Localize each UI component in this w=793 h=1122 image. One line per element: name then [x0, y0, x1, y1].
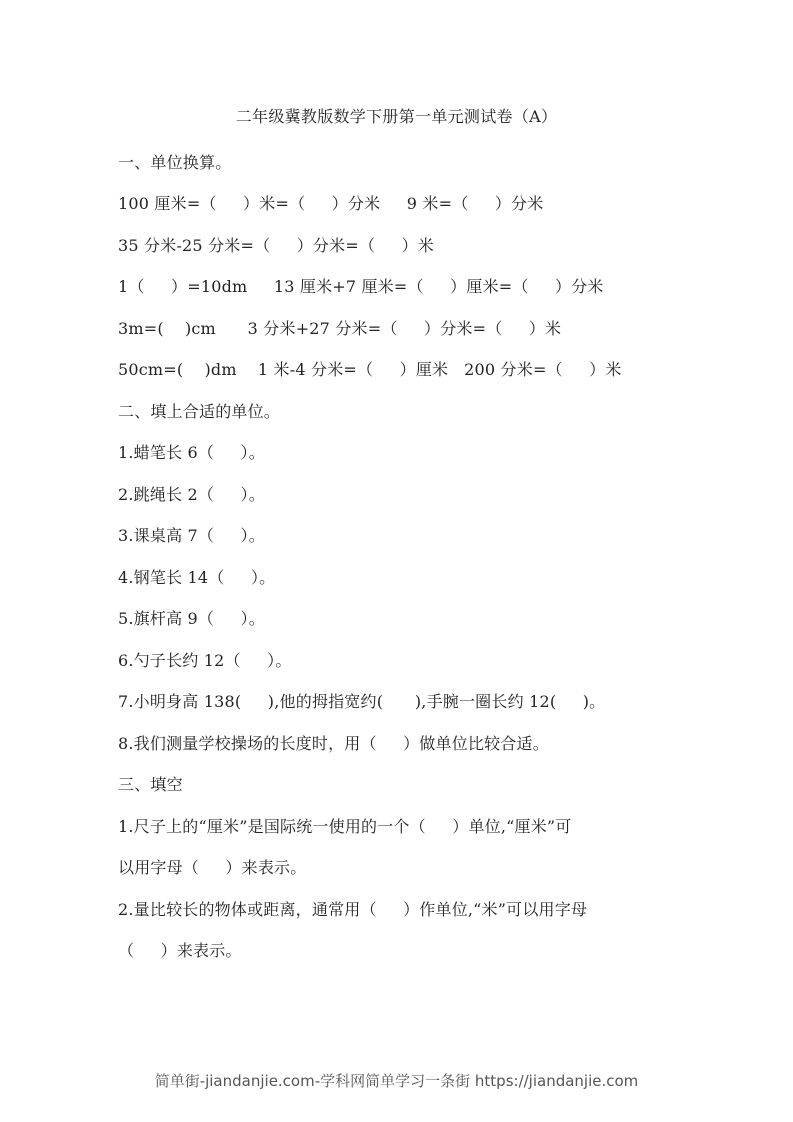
question-line: 2.量比较长的物体或距离，通常用（ ）作单位,“米”可以用字母 [118, 900, 588, 919]
question-line: 2.跳绳长 2（ ）。 [118, 485, 265, 504]
section-heading: 一、单位换算。 [118, 153, 232, 172]
question-line: 3m=( )cm 3 分米+27 分米=（ ）分米=（ ）米 [118, 319, 562, 338]
question-line: 7.小明身高 138( ),他的拇指宽约( ),手腕一圈长约 12( )。 [118, 692, 606, 711]
question-line: 1（ ）=10dm 13 厘米+7 厘米=（ ）厘米=（ ）分米 [118, 277, 604, 296]
question-line: 3.课桌高 7（ ）。 [118, 526, 265, 545]
section-heading: 二、填上合适的单位。 [118, 402, 281, 421]
footer-watermark: 简单街-jiandanjie.com-学科网简单学习一条街 https://jiandanjie.com [154, 1072, 639, 1090]
question-line: 1.尺子上的“厘米”是国际统一使用的一个（ ）单位,“厘米”可 [118, 817, 572, 836]
page-title: 二年级冀教版数学下册第一单元测试卷（A） [235, 107, 558, 126]
question-line: 6.勺子长约 12（ ）。 [118, 651, 292, 670]
question-line: 以用字母（ ）来表示。 [118, 858, 307, 877]
question-line: 100 厘米=（ ）米=（ ）分米 9 米=（ ）分米 [118, 194, 544, 213]
question-line: 4.钢笔长 14（ ）。 [118, 568, 276, 587]
question-line: （ ）来表示。 [118, 941, 242, 960]
question-line: 1.蜡笔长 6（ ）。 [118, 443, 265, 462]
question-line: 5.旗杆高 9（ ）。 [118, 609, 265, 628]
section-heading: 三、填空 [118, 775, 183, 794]
question-line: 8.我们测量学校操场的长度时，用（ ）做单位比较合适。 [118, 734, 549, 753]
question-line: 50cm=( )dm 1 米-4 分米=（ ）厘米 200 分米=（ ）米 [118, 360, 622, 379]
question-line: 35 分米-25 分米=（ ）分米=（ ）米 [118, 236, 434, 255]
